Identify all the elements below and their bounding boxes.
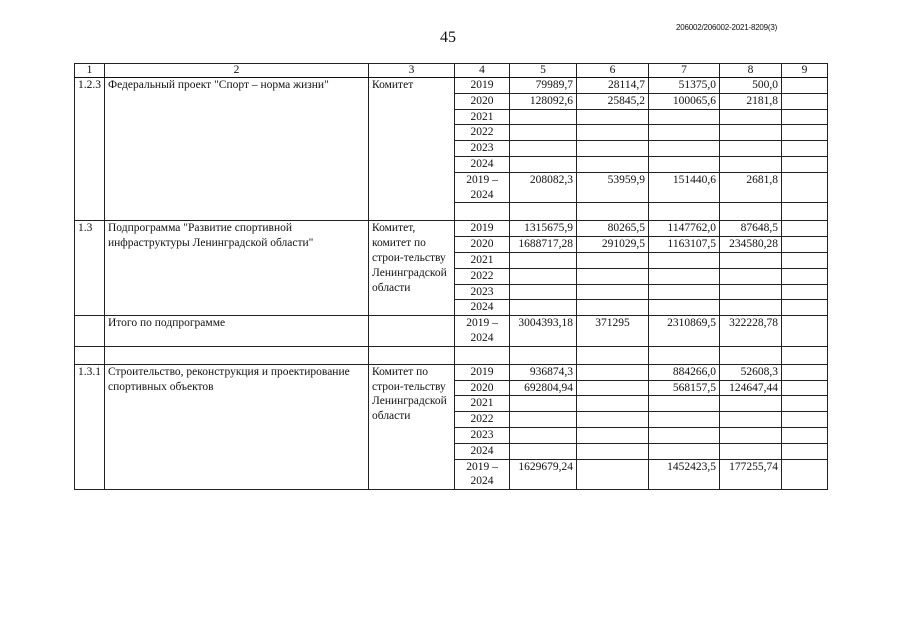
year-cell: 2021 (455, 252, 510, 268)
value-c8 (720, 109, 782, 125)
value-c7 (649, 141, 720, 157)
col9-cell (782, 109, 828, 125)
row-number: 1.3 (75, 221, 105, 316)
document-code: 206002/206002-2021-8209(3) (676, 23, 778, 32)
row-number: 1.2.3 (75, 78, 105, 221)
year-cell: 2021 (455, 109, 510, 125)
row-name: Федеральный проект "Спорт – норма жизни" (105, 78, 369, 221)
column-header: 8 (720, 64, 782, 78)
empty-cell (510, 346, 577, 364)
year-cell: 2022 (455, 412, 510, 428)
value-c6 (577, 125, 649, 141)
value-c8: 2181,8 (720, 93, 782, 109)
year-cell: 2022 (455, 268, 510, 284)
empty-cell (577, 346, 649, 364)
year-cell: 2020 (455, 93, 510, 109)
executor: Комитет (369, 78, 455, 221)
page-number: 45 (440, 29, 456, 46)
value-c7 (649, 252, 720, 268)
col9-cell (782, 268, 828, 284)
value-c6 (577, 252, 649, 268)
empty-cell (75, 346, 105, 364)
value-c8 (720, 141, 782, 157)
column-header: 6 (577, 64, 649, 78)
value-c6 (577, 141, 649, 157)
empty-cell (720, 203, 782, 221)
value-c8 (720, 252, 782, 268)
value-c7: 1163107,5 (649, 237, 720, 253)
value-c7 (649, 156, 720, 172)
total-row (75, 316, 828, 347)
value-c6 (577, 459, 649, 490)
empty-cell (455, 346, 510, 364)
empty-cell (75, 316, 105, 347)
value-c5 (510, 300, 577, 316)
value-c5 (510, 141, 577, 157)
col9-cell (782, 300, 828, 316)
value-c5 (510, 268, 577, 284)
empty-cell (510, 203, 577, 221)
value-c8 (720, 284, 782, 300)
value-c6 (577, 156, 649, 172)
value-c8: 500,0 (720, 78, 782, 94)
value-c6 (577, 268, 649, 284)
total-c8: 322228,78 (720, 316, 782, 347)
value-c8 (720, 268, 782, 284)
empty-cell (782, 346, 828, 364)
col9-cell (782, 364, 828, 380)
empty-cell (577, 203, 649, 221)
value-c5: 1315675,9 (510, 221, 577, 237)
value-c7 (649, 427, 720, 443)
value-c5 (510, 427, 577, 443)
year-cell: 2024 (455, 300, 510, 316)
value-c5: 1688717,28 (510, 237, 577, 253)
col9-cell (782, 427, 828, 443)
value-c6 (577, 412, 649, 428)
value-c5: 208082,3 (510, 172, 577, 203)
program-table (74, 63, 828, 490)
value-c6 (577, 364, 649, 380)
empty-cell (782, 203, 828, 221)
value-c5 (510, 412, 577, 428)
value-c6 (577, 109, 649, 125)
column-header: 5 (510, 64, 577, 78)
column-header: 4 (455, 64, 510, 78)
year-cell: 2020 (455, 237, 510, 253)
value-c7: 1452423,5 (649, 459, 720, 490)
value-c6: 25845,2 (577, 93, 649, 109)
value-c7 (649, 109, 720, 125)
value-c7 (649, 412, 720, 428)
value-c5 (510, 443, 577, 459)
row-name: Строительство, реконструкция и проектирование спортивных объектов (105, 364, 369, 489)
column-header: 2 (105, 64, 369, 78)
value-c5 (510, 284, 577, 300)
value-c8: 234580,28 (720, 237, 782, 253)
year-cell: 2019 – 2024 (455, 459, 510, 490)
value-c7 (649, 268, 720, 284)
value-c8: 124647,44 (720, 380, 782, 396)
value-c7 (649, 284, 720, 300)
empty-cell (369, 346, 455, 364)
empty-cell (105, 346, 369, 364)
value-c5 (510, 109, 577, 125)
value-c6: 53959,9 (577, 172, 649, 203)
row-number: 1.3.1 (75, 364, 105, 489)
value-c6: 28114,7 (577, 78, 649, 94)
value-c8 (720, 125, 782, 141)
value-c5 (510, 396, 577, 412)
value-c6 (577, 427, 649, 443)
col9-cell (782, 316, 828, 347)
col9-cell (782, 252, 828, 268)
value-c7: 1147762,0 (649, 221, 720, 237)
value-c6 (577, 300, 649, 316)
value-c5 (510, 125, 577, 141)
year-cell: 2022 (455, 125, 510, 141)
col9-cell (782, 459, 828, 490)
empty-cell (369, 316, 455, 347)
value-c5: 128092,6 (510, 93, 577, 109)
col9-cell (782, 237, 828, 253)
spacer-row (75, 346, 828, 364)
value-c8: 87648,5 (720, 221, 782, 237)
empty-cell (649, 203, 720, 221)
year-cell: 2019 – 2024 (455, 316, 510, 347)
value-c7: 151440,6 (649, 172, 720, 203)
table-row (75, 364, 828, 380)
year-cell: 2019 (455, 78, 510, 94)
value-c7: 100065,6 (649, 93, 720, 109)
year-cell: 2019 (455, 221, 510, 237)
value-c7: 884266,0 (649, 364, 720, 380)
col9-cell (782, 156, 828, 172)
col9-cell (782, 380, 828, 396)
total-c7: 2310869,5 (649, 316, 720, 347)
col9-cell (782, 221, 828, 237)
year-cell: 2024 (455, 156, 510, 172)
column-header: 9 (782, 64, 828, 78)
value-c5: 936874,3 (510, 364, 577, 380)
year-cell: 2023 (455, 141, 510, 157)
value-c5: 79989,7 (510, 78, 577, 94)
executor: Комитет, комитет по строи-тельству Ленинградской области (369, 221, 455, 316)
value-c8 (720, 300, 782, 316)
col9-cell (782, 284, 828, 300)
value-c7 (649, 300, 720, 316)
value-c5 (510, 156, 577, 172)
total-c5: 3004393,18 (510, 316, 577, 347)
value-c5 (510, 252, 577, 268)
header-row (75, 64, 828, 78)
col9-cell (782, 172, 828, 203)
value-c6 (577, 443, 649, 459)
row-name: Подпрограмма "Развитие спортивной инфраструктуры Ленинградской области" (105, 221, 369, 316)
column-header: 3 (369, 64, 455, 78)
value-c6 (577, 380, 649, 396)
value-c7 (649, 396, 720, 412)
year-cell: 2024 (455, 443, 510, 459)
col9-cell (782, 78, 828, 94)
value-c8: 2681,8 (720, 172, 782, 203)
value-c8 (720, 412, 782, 428)
executor: Комитет по строи-тельству Ленинградской области (369, 364, 455, 489)
value-c5: 692804,94 (510, 380, 577, 396)
value-c8 (720, 427, 782, 443)
value-c6: 80265,5 (577, 221, 649, 237)
col9-cell (782, 125, 828, 141)
year-cell: 2023 (455, 284, 510, 300)
column-header: 7 (649, 64, 720, 78)
value-c7 (649, 443, 720, 459)
value-c7 (649, 125, 720, 141)
value-c8: 177255,74 (720, 459, 782, 490)
year-cell: 2019 – 2024 (455, 172, 510, 203)
col9-cell (782, 443, 828, 459)
empty-cell (720, 346, 782, 364)
value-c8: 52608,3 (720, 364, 782, 380)
col9-cell (782, 412, 828, 428)
empty-cell (649, 346, 720, 364)
value-c6 (577, 284, 649, 300)
table-row (75, 78, 828, 94)
value-c8 (720, 156, 782, 172)
total-c6: 371295 (577, 316, 649, 347)
year-cell: 2023 (455, 427, 510, 443)
empty-cell (455, 203, 510, 221)
value-c6: 291029,5 (577, 237, 649, 253)
value-c6 (577, 396, 649, 412)
value-c7: 568157,5 (649, 380, 720, 396)
col9-cell (782, 396, 828, 412)
value-c7: 51375,0 (649, 78, 720, 94)
value-c8 (720, 443, 782, 459)
year-cell: 2020 (455, 380, 510, 396)
value-c5: 1629679,24 (510, 459, 577, 490)
value-c8 (720, 396, 782, 412)
year-cell: 2019 (455, 364, 510, 380)
col9-cell (782, 141, 828, 157)
year-cell: 2021 (455, 396, 510, 412)
table-row (75, 221, 828, 237)
column-header: 1 (75, 64, 105, 78)
col9-cell (782, 93, 828, 109)
total-label: Итого по подпрограмме (105, 316, 369, 347)
